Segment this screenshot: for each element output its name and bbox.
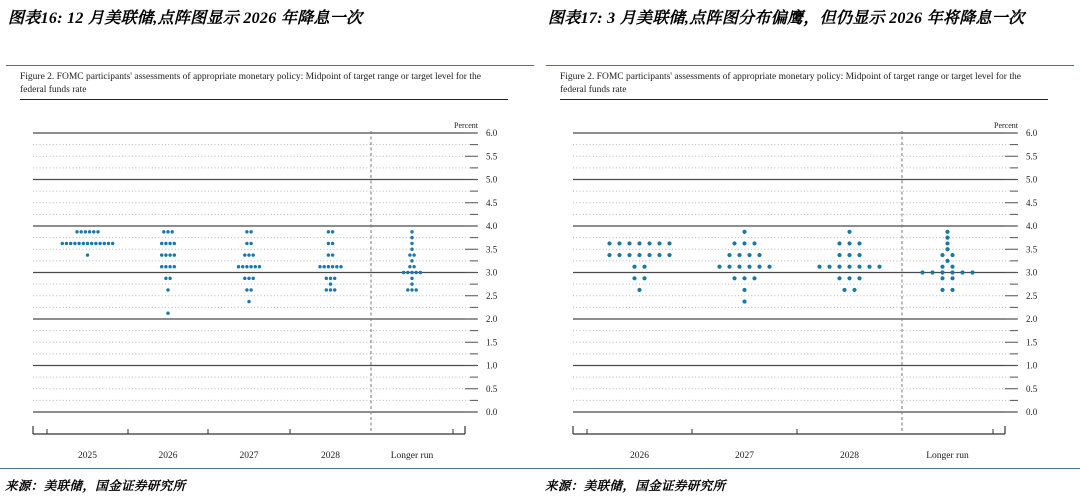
projection-dot: [249, 288, 252, 291]
dot-column-longer-run: [920, 230, 974, 292]
projection-dot: [406, 288, 409, 291]
projection-dot: [247, 253, 250, 256]
projection-dot: [325, 277, 328, 280]
projection-dot: [742, 288, 746, 292]
projection-dot: [327, 230, 330, 233]
projection-dot: [410, 259, 413, 262]
projection-dot: [333, 288, 336, 291]
projection-dot: [335, 265, 338, 268]
projection-dot: [732, 276, 736, 280]
projection-dot: [950, 265, 954, 269]
projection-dot: [415, 271, 418, 274]
projection-dot: [857, 241, 861, 245]
dot-column-2028: [318, 230, 342, 292]
projection-dot: [637, 288, 641, 292]
projection-dot: [717, 265, 721, 269]
y-axis-tick-label: 2.0: [1026, 314, 1038, 324]
projection-dot: [410, 242, 413, 245]
projection-dot: [637, 253, 641, 257]
y-axis-tick-label: 3.5: [1026, 244, 1038, 255]
y-axis-title: Percent: [994, 121, 1018, 130]
projection-dot: [732, 241, 736, 245]
x-axis-label: 2028: [321, 451, 340, 461]
projection-dot: [84, 230, 87, 233]
projection-dot: [847, 276, 851, 280]
x-axis-label: 2026: [630, 451, 649, 461]
projection-dot: [415, 288, 418, 291]
projection-dot: [727, 253, 731, 257]
projection-dot: [408, 253, 411, 256]
projection-dot: [65, 242, 68, 245]
chart17-title: 图表17: 3 月美联储,点阵图分布偏鹰，但仍显示 2026 年将降息一次: [548, 10, 1025, 27]
projection-dot: [940, 270, 944, 274]
chart16-source-note: 来源：美联储，国金证券研究所: [5, 479, 186, 493]
x-axis-label: Longer run: [390, 451, 434, 461]
dot-column-2026: [160, 230, 176, 315]
projection-dot: [243, 253, 246, 256]
y-axis-tick-label: 2.5: [1026, 290, 1038, 301]
projection-dot: [252, 277, 255, 280]
projection-dot: [617, 253, 621, 257]
projection-dot: [111, 242, 114, 245]
projection-dot: [168, 265, 171, 268]
projection-dot: [857, 253, 861, 257]
x-axis-label: Longer run: [926, 451, 969, 461]
projection-dot: [627, 241, 631, 245]
projection-dot: [857, 276, 861, 280]
projection-dot: [852, 288, 856, 292]
projection-dot: [77, 242, 80, 245]
projection-dot: [171, 230, 174, 233]
projection-dot: [632, 276, 636, 280]
projection-dot: [92, 230, 95, 233]
projection-dot: [950, 253, 954, 257]
projection-dot: [847, 230, 851, 234]
y-axis-tick-label: 4.5: [1026, 197, 1038, 208]
projection-dot: [747, 253, 751, 257]
projection-dot: [837, 241, 841, 245]
projection-dot: [327, 265, 330, 268]
projection-dot: [331, 265, 334, 268]
projection-dot: [752, 241, 756, 245]
projection-dot: [842, 288, 846, 292]
projection-dot: [950, 270, 954, 274]
chart16-title: 图表16: 12 月美联储,点阵图显示 2026 年降息一次: [8, 10, 363, 27]
projection-dot: [419, 271, 422, 274]
projection-dot: [410, 248, 413, 251]
chart16-bottom-rule: [0, 468, 540, 469]
y-axis-tick-label: 4.0: [1026, 221, 1038, 231]
y-axis-tick-label: 3.5: [486, 244, 498, 255]
chart17-caption-rule: [560, 99, 1048, 100]
projection-dot: [742, 299, 746, 303]
projection-dot: [331, 242, 334, 245]
projection-dot: [164, 265, 167, 268]
y-axis-tick-label: 3.0: [486, 267, 498, 278]
projection-dot: [940, 288, 944, 292]
projection-dot: [73, 242, 76, 245]
chart17-figure-caption: Figure 2. FOMC participants' assessments of appropriate monetary policy: Midpoint of target range or target level for the federal funds rate: [560, 72, 1021, 95]
projection-dot: [80, 230, 83, 233]
projection-dot: [173, 265, 176, 268]
projection-dot: [166, 288, 169, 291]
projection-dot: [410, 277, 413, 280]
projection-dot: [86, 242, 89, 245]
projection-dot: [945, 230, 949, 234]
projection-dot: [164, 253, 167, 256]
projection-dot: [767, 265, 771, 269]
projection-dot: [607, 241, 611, 245]
projection-dot: [88, 230, 91, 233]
projection-dot: [945, 259, 949, 263]
projection-dot: [98, 242, 101, 245]
projection-dot: [847, 265, 851, 269]
y-axis-tick-label: 0.5: [1026, 383, 1038, 394]
projection-dot: [837, 265, 841, 269]
projection-dot: [667, 241, 671, 245]
projection-dot: [327, 253, 330, 256]
projection-dot: [254, 265, 257, 268]
projection-dot: [847, 241, 851, 245]
projection-dot: [410, 271, 413, 274]
projection-dot: [410, 230, 413, 233]
projection-dot: [847, 253, 851, 257]
projection-dot: [86, 253, 89, 256]
projection-dot: [647, 253, 651, 257]
y-axis-tick-label: 5.0: [1026, 174, 1038, 185]
projection-dot: [945, 241, 949, 245]
projection-dot: [410, 236, 413, 239]
projection-dot: [318, 265, 321, 268]
projection-dot: [166, 230, 169, 233]
projection-dot: [94, 242, 97, 245]
projection-dot: [75, 230, 78, 233]
projection-dot: [737, 253, 741, 257]
projection-dot: [331, 230, 334, 233]
projection-dot: [920, 270, 924, 274]
y-axis-tick-label: 0.0: [1026, 407, 1038, 417]
projection-dot: [632, 265, 636, 269]
projection-dot: [241, 265, 244, 268]
y-axis-tick-label: 4.5: [486, 197, 498, 208]
projection-dot: [173, 242, 176, 245]
projection-dot: [237, 265, 240, 268]
dot-column-2028: [817, 230, 881, 292]
projection-dot: [325, 288, 328, 291]
projection-dot: [837, 253, 841, 257]
y-axis-tick-label: 1.5: [1026, 337, 1038, 348]
projection-dot: [249, 230, 252, 233]
x-axis-label: 2027: [239, 451, 259, 461]
dot-column-2027: [237, 230, 261, 303]
projection-dot: [727, 265, 731, 269]
projection-dot: [160, 265, 163, 268]
x-axis-label: 2027: [735, 451, 754, 461]
projection-dot: [252, 253, 255, 256]
projection-dot: [747, 265, 751, 269]
x-axis-label: 2025: [78, 451, 97, 461]
projection-dot: [412, 253, 415, 256]
projection-dot: [329, 288, 332, 291]
projection-dot: [642, 265, 646, 269]
y-axis-tick-label: 5.0: [486, 174, 498, 185]
y-axis-tick-label: 2.0: [486, 314, 498, 324]
y-axis-tick-label: 1.0: [486, 360, 498, 371]
projection-dot: [160, 253, 163, 256]
projection-dot: [410, 288, 413, 291]
chart17-top-rule: [546, 65, 1074, 66]
projection-dot: [69, 242, 72, 245]
projection-dot: [329, 282, 332, 285]
projection-dot: [107, 242, 110, 245]
projection-dot: [742, 230, 746, 234]
projection-dot: [160, 242, 163, 245]
y-axis-tick-label: 0.0: [486, 407, 498, 417]
projection-dot: [249, 265, 252, 268]
projection-dot: [940, 253, 944, 257]
projection-dot: [406, 271, 409, 274]
chart16-top-rule: [6, 65, 534, 66]
y-axis-title: Percent: [454, 121, 478, 130]
projection-dot: [607, 253, 611, 257]
projection-dot: [737, 265, 741, 269]
projection-dot: [657, 253, 661, 257]
projection-dot: [245, 265, 248, 268]
y-axis-tick-label: 4.0: [486, 221, 498, 231]
x-axis-label: 2028: [840, 451, 859, 461]
projection-dot: [642, 276, 646, 280]
projection-dot: [877, 265, 881, 269]
dot-column-2027: [717, 230, 771, 304]
projection-dot: [940, 265, 944, 269]
projection-dot: [247, 277, 250, 280]
projection-dot: [817, 265, 821, 269]
projection-dot: [331, 253, 334, 256]
chart17-bottom-rule: [540, 468, 1080, 469]
dot-column-2026: [607, 241, 671, 292]
projection-dot: [96, 230, 99, 233]
projection-dot: [637, 241, 641, 245]
x-axis-label: 2026: [158, 451, 178, 461]
projection-dot: [752, 276, 756, 280]
projection-dot: [82, 242, 85, 245]
projection-dot: [90, 242, 93, 245]
dot-column-longer-run: [402, 230, 422, 292]
y-axis-tick-label: 3.0: [1026, 267, 1038, 278]
projection-dot: [837, 276, 841, 280]
projection-dot: [647, 241, 651, 245]
projection-dot: [258, 265, 261, 268]
projection-dot: [930, 270, 934, 274]
y-axis-tick-label: 5.5: [1026, 151, 1038, 162]
projection-dot: [168, 277, 171, 280]
dot-column-2025: [61, 230, 115, 257]
projection-dot: [940, 276, 944, 280]
projection-dot: [827, 265, 831, 269]
y-axis-tick-label: 5.5: [486, 151, 498, 162]
projection-dot: [945, 236, 949, 240]
projection-dot: [164, 242, 167, 245]
projection-dot: [757, 265, 761, 269]
projection-dot: [166, 311, 169, 314]
projection-dot: [173, 253, 176, 256]
projection-dot: [61, 242, 64, 245]
projection-dot: [617, 241, 621, 245]
projection-dot: [945, 247, 949, 251]
projection-dot: [162, 230, 165, 233]
projection-dot: [327, 242, 330, 245]
projection-dot: [103, 242, 106, 245]
projection-dot: [742, 276, 746, 280]
projection-dot: [960, 270, 964, 274]
projection-dot: [867, 265, 871, 269]
projection-dot: [329, 277, 332, 280]
chart16-caption-rule: [20, 99, 508, 100]
y-axis-tick-label: 6.0: [1026, 128, 1038, 138]
projection-dot: [412, 265, 415, 268]
projection-dot: [408, 265, 411, 268]
projection-dot: [950, 288, 954, 292]
y-axis-tick-label: 1.5: [486, 337, 498, 348]
projection-dot: [245, 230, 248, 233]
projection-dot: [627, 253, 631, 257]
projection-dot: [243, 277, 246, 280]
chart17-panel: [540, 0, 1080, 502]
projection-dot: [970, 270, 974, 274]
projection-dot: [402, 271, 405, 274]
projection-dot: [245, 242, 248, 245]
projection-dot: [950, 276, 954, 280]
chart17-source-note: 来源：美联储，国金证券研究所: [545, 479, 726, 493]
projection-dot: [245, 288, 248, 291]
projection-dot: [410, 282, 413, 285]
projection-dot: [249, 242, 252, 245]
y-axis-tick-label: 2.5: [486, 290, 498, 301]
y-axis-tick-label: 1.0: [1026, 360, 1038, 371]
y-axis-tick-label: 0.5: [486, 383, 498, 394]
y-axis-tick-label: 6.0: [486, 128, 498, 138]
projection-dot: [757, 253, 761, 257]
projection-dot: [168, 253, 171, 256]
projection-dot: [742, 241, 746, 245]
chart16-figure-caption: Figure 2. FOMC participants' assessments of appropriate monetary policy: Midpoint of target range or target level for the federal funds rate: [20, 72, 481, 95]
projection-dot: [247, 300, 250, 303]
projection-dot: [164, 277, 167, 280]
projection-dot: [657, 241, 661, 245]
projection-dot: [333, 277, 336, 280]
projection-dot: [339, 265, 342, 268]
projection-dot: [168, 242, 171, 245]
projection-dot: [323, 265, 326, 268]
projection-dot: [667, 253, 671, 257]
projection-dot: [857, 265, 861, 269]
